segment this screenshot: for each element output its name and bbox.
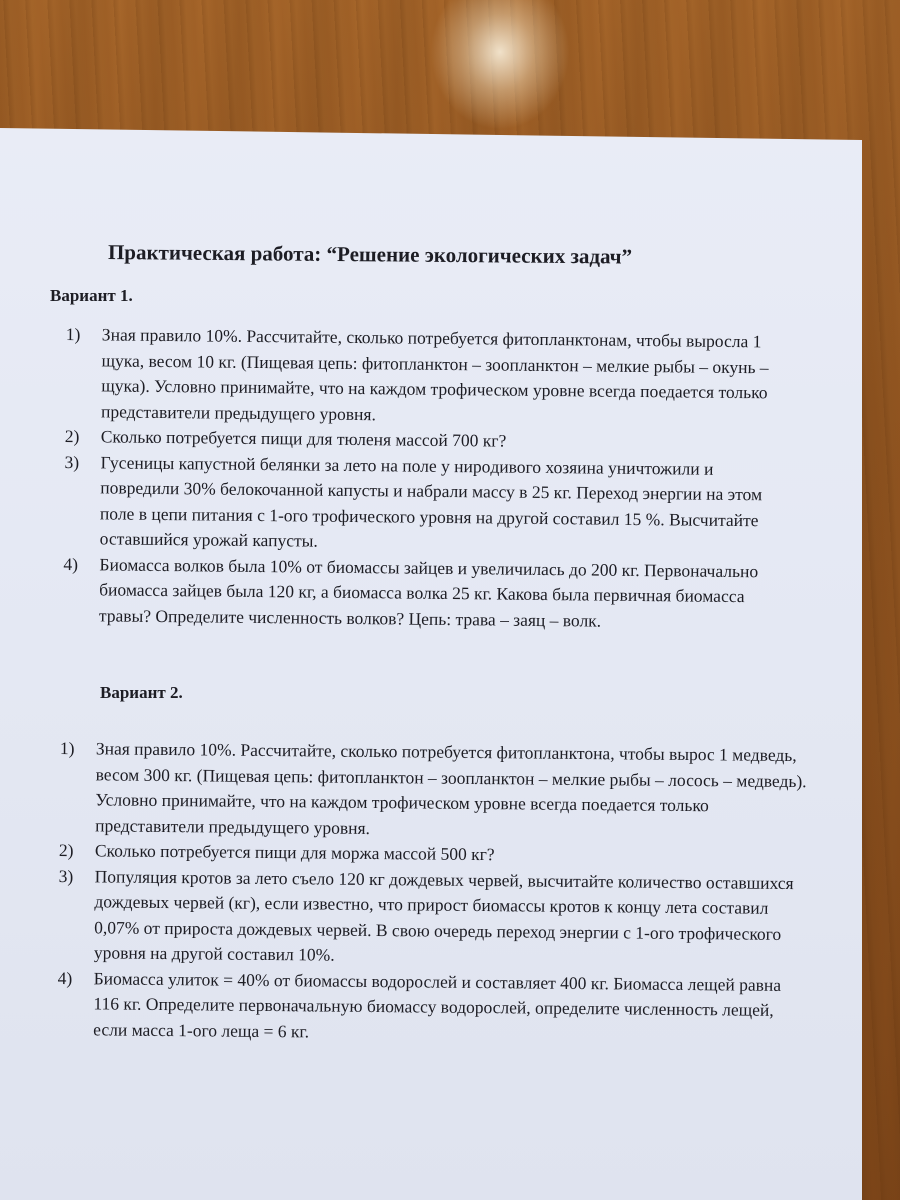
task-text: Зная правило 10%. Рассчитайте, сколько потребуется фитопланктонам, чтобы выросла 1 щука, весом 10 кг. (Пищевая цепь: фитопланктон – зоопланктон – мелкие рыбы – окунь – щука). Условно принимайте, что на каждом трофическом уровне всегда поедается только представители предыдущего уровня. xyxy=(100,324,769,424)
task-number: 4) xyxy=(63,553,79,574)
task-text: Гусеницы капустной белянки за лето на поле у нирoдивого хозяина уничтожили и повредили 30% белокочанной капусты и набрали массу в 25 кг. Переход энергии на этом поле в цепи питания с 1-ого трофического уровня на другой составил 15 %. Высчитайте оставшийся урожай капусты. xyxy=(99,451,763,551)
task-item xyxy=(64,449,785,559)
task-number: 1) xyxy=(59,737,75,759)
task-number: 4) xyxy=(57,967,73,988)
variant-2-task-list xyxy=(57,736,808,1049)
task-item xyxy=(65,322,786,432)
task-item xyxy=(58,863,807,972)
task-number: 3) xyxy=(64,451,80,472)
task-number: 3) xyxy=(58,865,74,886)
task-item xyxy=(63,551,784,635)
task-text: Зная правило 10%. Рассчитайте, сколько потребуется фитопланктона, чтобы вырос 1 медведь, весом 300 кг. (Пищевая цепь: фитопланктон – зоопланктон – мелкие рыбы – лосось – медведь). Условно принимайте, что на каждом трофическом уровне всегда поедается только представители предыдущего уровня. xyxy=(95,738,807,838)
variant-1-task-list xyxy=(63,322,786,636)
task-number: 2) xyxy=(64,425,80,447)
task-number: 2) xyxy=(58,839,74,861)
task-number: 1) xyxy=(65,323,81,345)
task-item xyxy=(59,736,808,845)
task-text: Биомасса улиток = 40% от биомассы водорослей и составляет 400 кг. Биомасса лещей равна 116 кг. Определите первоначальную биомассу водорослей, определите численность лещей, если масса 1-ого леща = 6 кг. xyxy=(93,967,782,1041)
task-text: Сколько потребуется пищи для тюленя массой 700 кг? xyxy=(100,426,507,451)
task-item xyxy=(57,965,806,1049)
task-text: Сколько потребуется пищи для моржа массой 500 кг? xyxy=(94,840,495,865)
page-title: Практическая работа: “Решение экологических задач” xyxy=(107,240,633,269)
task-text: Биомасса волков была 10% от биомассы зайцев и увеличилась до 200 кг. Первоначально биомасса зайцев была 120 кг, а биомасса волка 25 кг. Какова была первичная биомасса травы? Определите численность волков? Цепь: трава – заяц – волк. xyxy=(98,553,759,631)
variant-1-heading: Вариант 1. xyxy=(50,286,133,305)
task-text: Популяция кротов за лето съело 120 кг дождевых червей, высчитайте количество оставшихся дождевых червей (кг), если известно, что прирост биомассы кротов к концу лета составил 0,07% от прироста дождевых червей. В свою очередь переход энергии с 1-ого трофического уровня на другой составил 10%. xyxy=(93,865,794,965)
variant-2-heading: Вариант 2. xyxy=(100,683,183,702)
